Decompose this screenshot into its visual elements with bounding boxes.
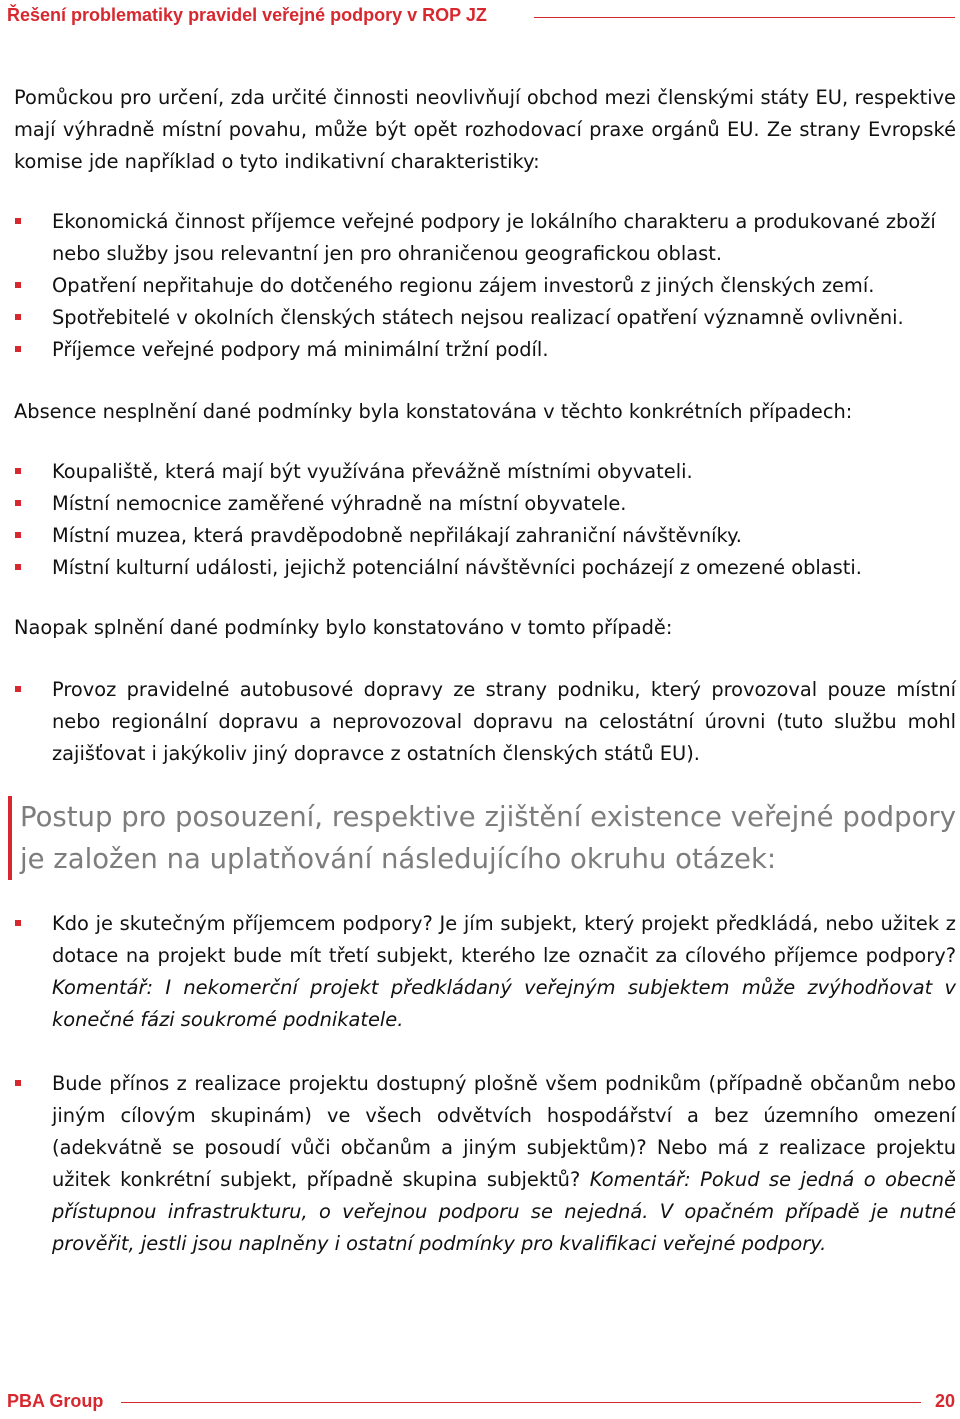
question-text: Kdo je skutečným příjemcem podpory? Je jím subjekt, který projekt předkládá, nebo užitek z dotace na projekt bude mít třetí subjekt, kterého lze označit za cílového příjemce podpory?: [52, 912, 956, 967]
list-item: [14, 456, 956, 488]
footer-rule: [121, 1402, 921, 1403]
intro-paragraph: Pomůckou pro určení, zda určité činnosti neovlivňují obchod mezi členskými státy EU, respektive mají výhradně místní povahu, může být opět rozhodovací praxe orgánů EU. Ze strany Evropské komise jde například o tyto indikativní charakteristiky:: [14, 86, 956, 173]
question-item: [14, 1068, 956, 1260]
list-item-text: Místní muzea, která pravděpodobně nepřilákají zahraniční návštěvníky.: [52, 524, 742, 547]
absence-cases-list: [14, 456, 956, 584]
header-rule: [534, 17, 955, 18]
section-heading-box: [8, 796, 956, 880]
list-item: [14, 206, 956, 270]
question-text: Bude přínos z realizace projektu dostupný plošně všem podnikům (případně občanům nebo jiným cílovým skupinám) ve všech odvětvích hospodářství a bez územního omezení (adekvátně se posoudí vůči občanům a jiným subjektům)? Nebo má z realizace projektu užitek konkrétní subjekt, případně skupina subjektů?: [52, 1072, 956, 1191]
bullet-icon: [15, 920, 21, 926]
question-comment: Komentář: I nekomerční projekt předkládaný veřejným subjektem může zvýhodňovat v konečné fázi soukromé podnikatele.: [52, 976, 956, 1031]
bullet-icon: [15, 532, 21, 538]
list-item-text: Koupaliště, která mají být využívána převážně místními obyvateli.: [52, 460, 693, 483]
bullet-icon: [15, 314, 21, 320]
list-item-text: Spotřebitelé v okolních členských státech nejsou realizací opatření významně ovlivněni.: [52, 306, 904, 329]
list-item: [14, 488, 956, 520]
list-item: [14, 520, 956, 552]
bullet-icon: [15, 686, 21, 692]
fulfilled-cases-list: [14, 674, 956, 770]
bullet-icon: [15, 1080, 21, 1086]
fulfilled-intro: Naopak splnění dané podmínky bylo konstatováno v tomto případě:: [14, 616, 673, 639]
list-item: [14, 334, 956, 366]
characteristics-list: [14, 206, 956, 366]
bullet-icon: [15, 282, 21, 288]
page-header: [7, 3, 955, 29]
page-content: [14, 82, 956, 1260]
list-item: [14, 302, 956, 334]
footer-company: PBA Group: [7, 1391, 104, 1411]
bullet-icon: [15, 346, 21, 352]
document-title: Řešení problematiky pravidel veřejné podpory v ROP JZ: [7, 5, 487, 25]
list-item-text: Opatření nepřitahuje do dotčeného regionu zájem investorů z jiných členských zemí.: [52, 274, 875, 297]
list-item: [14, 552, 956, 584]
list-item-text: Ekonomická činnost příjemce veřejné podpory je lokálního charakteru a produkované zboží nebo služby jsou relevantní jen pro ohraničenou geografickou oblast.: [52, 210, 936, 265]
list-item-text: Místní nemocnice zaměřené výhradně na místní obyvatele.: [52, 492, 627, 515]
question-item: [14, 908, 956, 1036]
section-heading: Postup pro posouzení, respektive zjištění existence veřejné podpory je založen na uplatňování následujícího okruhu otázek:: [20, 801, 956, 875]
list-item-text: Místní kulturní události, jejichž potenciální návštěvníci pocházejí z omezené oblasti.: [52, 556, 862, 579]
absence-intro: Absence nesplnění dané podmínky byla konstatována v těchto konkrétních případech:: [14, 400, 853, 423]
bullet-icon: [15, 468, 21, 474]
list-item-text: Provoz pravidelné autobusové dopravy ze strany podniku, který provozoval pouze místní nebo regionální dopravu a neprovozoval dopravu na celostátní úrovni (tuto službu mohl zajišťovat i jakýkoliv jiný dopravce z ostatních členských států EU).: [52, 678, 956, 765]
bullet-icon: [15, 500, 21, 506]
questions-list: [14, 908, 956, 1260]
question-comment: Komentář: Pokud se jedná o obecně přístupnou infrastrukturu, o veřejnou podporu se nejedná. V opačném případě je nutné prověřit, jestli jsou naplněny i ostatní podmínky pro kvalifikaci veřejné podpory.: [52, 1168, 956, 1255]
page-footer: [7, 1391, 955, 1413]
list-item: [14, 674, 956, 770]
bullet-icon: [15, 218, 21, 224]
bullet-icon: [15, 564, 21, 570]
page-number: 20: [934, 1391, 955, 1411]
list-item: [14, 270, 956, 302]
list-item-text: Příjemce veřejné podpory má minimální tržní podíl.: [52, 338, 549, 361]
